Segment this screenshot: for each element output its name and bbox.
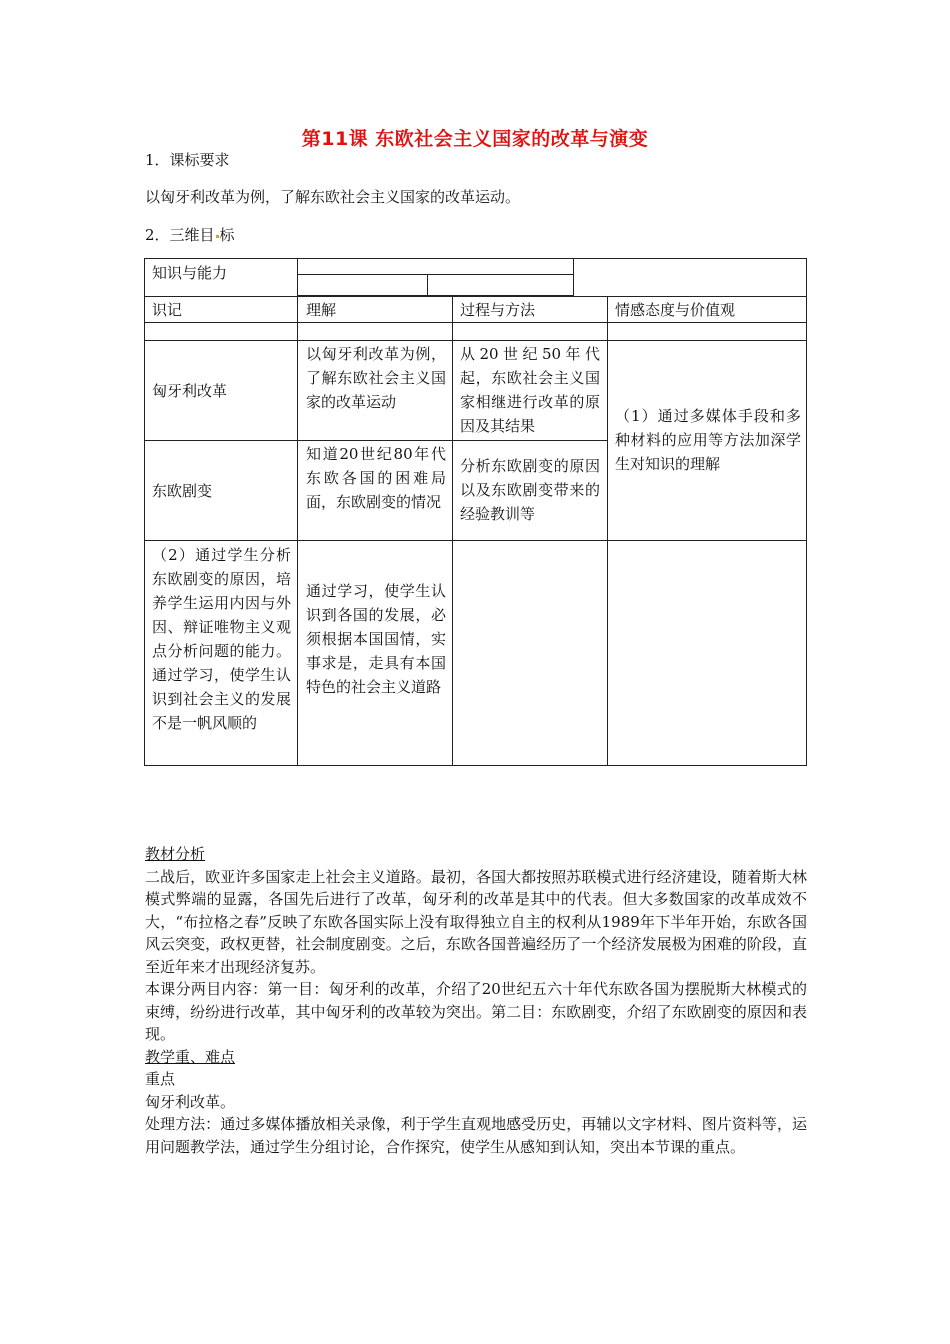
section-2-heading (145, 225, 235, 245)
table-border-left (144, 258, 145, 766)
row2-label: 东欧剧变 (152, 482, 213, 500)
table-vline-2 (452, 296, 453, 766)
row1-understand: 以匈牙利改革为例，了解东欧社会主义国家的改革运动 (306, 345, 446, 411)
header-understand: 理解 (306, 301, 337, 319)
table-line-row1 (144, 440, 607, 441)
analysis-section (145, 843, 807, 1158)
focus-heading: 教学重、难点 (145, 1047, 236, 1066)
table-vline-1 (297, 296, 298, 766)
section-2-heading-part-b: 标 (219, 226, 235, 244)
header-knowledge-ability: 知识与能力 (152, 264, 228, 282)
row1-label: 匈牙利改革 (152, 382, 228, 400)
dot-mark (216, 235, 219, 238)
page-title: 第11课 东欧社会主义国家的改革与演变 (301, 128, 649, 150)
analysis-paragraph-2: 本课分两目内容：第一目：匈牙利的改革，介绍了20世纪五六十年代东欧各国为摆脱斯大林模式的束缚，纷纷进行改革，其中匈牙利的改革较为突出。第二目：东欧剧变，介绍了东欧剧变的原因和表现。 (145, 980, 807, 1043)
row2-process: 分析东欧剧变的原因以及东欧剧变带来的经验教训等 (460, 457, 600, 523)
analysis-heading: 教材分析 (145, 845, 206, 863)
table-line-header-bottom (144, 322, 807, 323)
focus-item: 匈牙利改革。 (145, 1092, 236, 1111)
emotion-goal-1: （1）通过多媒体手段和多种材料的应用等方法加深学生对知识的理解 (615, 407, 801, 473)
row3-ability: （2）通过学生分析东欧剧变的原因，培养学生运用内因与外因、辩证唯物主义观点分析问题的能力。通过学习，使学生认识到社会主义的发展不是一帆风顺的 (152, 546, 291, 732)
row1-process: 从20世纪50年代起，东欧社会主义国家相继进行改革的原因及其结果 (460, 345, 600, 435)
section-1-heading: 1．课标要求 (145, 151, 230, 169)
header-process-method: 过程与方法 (460, 301, 536, 319)
table-border-top (144, 258, 807, 259)
table-vline-top-1 (297, 258, 298, 296)
objectives-table (144, 258, 807, 766)
section-1-text: 以匈牙利改革为例，了解东欧社会主义国家的改革运动。 (145, 188, 521, 206)
row3-understand: 通过学习，使学生认识到各国的发展，必须根据本国国情，实事求是，走具有本国特色的社会主义道路 (306, 582, 446, 696)
focus-method: 处理方法：通过多媒体播放相关录像，利于学生直观地感受历史，再辅以文字材料、图片资料等，运用问题教学法，通过学生分组讨论，合作探究，使学生从感知到认知，突出本节课的重点。 (145, 1115, 807, 1156)
table-vline-top-3 (573, 258, 574, 296)
header-memorize: 识记 (152, 301, 183, 319)
section-2-heading-part-a: 2．三维目 (145, 226, 215, 244)
table-subline-a (297, 274, 573, 275)
table-border-bottom (144, 765, 807, 766)
table-line-row2 (144, 540, 807, 541)
table-line-header (144, 296, 807, 297)
row2-understand: 知道20世纪80年代东欧各国的困难局面，东欧剧变的情况 (306, 445, 446, 511)
table-vline-top-2 (427, 274, 428, 296)
table-vline-3 (607, 296, 608, 766)
table-line-spacer (144, 340, 807, 341)
analysis-paragraph-1: 二战后，欧亚许多国家走上社会主义道路。最初，各国大都按照苏联模式进行经济建设，随着斯大林模式弊端的显露，各国先后进行了改革，匈牙利的改革是其中的代表。但大多数国家的改革成效不大，“布拉格之春”反映了东欧各国实际上没有取得独立自主的权利从1989年下半年开始，东欧各国风云突变，政权更替，社会制度剧变。之后，东欧各国普遍经历了一个经济发展极为困难的阶段，直至近年来才出现经济复苏。 (145, 867, 807, 976)
focus-subheading: 重点 (145, 1070, 176, 1088)
table-border-right (806, 258, 807, 766)
header-emotion-values: 情感态度与价值观 (615, 301, 736, 319)
